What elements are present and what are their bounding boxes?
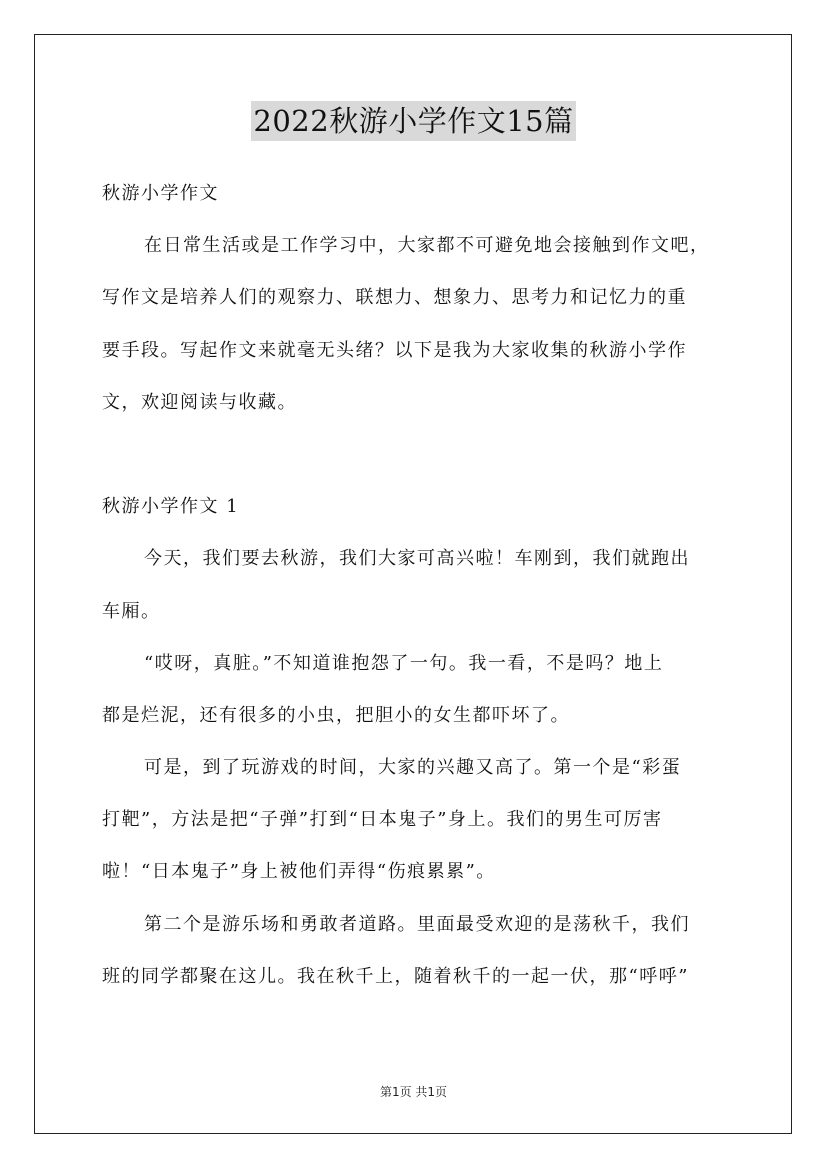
text-line: 今天，我们要去秋游，我们大家可高兴啦！车刚到，我们就跑出 bbox=[144, 548, 690, 570]
text-line: 车厢。 bbox=[102, 600, 161, 622]
text-line: 班的同学都聚在这儿。我在秋千上，随着秋千的一起一伏，那“呼呼” bbox=[102, 965, 689, 987]
text-line: 啦！“日本鬼子”身上被他们弄得“伤痕累累”。 bbox=[102, 861, 496, 883]
text-line: 写作文是培养人们的观察力、联想力、想象力、思考力和记忆力的重 bbox=[102, 287, 687, 309]
text-line: 秋游小学作文 1 bbox=[102, 496, 240, 518]
text-line: 要手段。写起作文来就毫无头绪？以下是我为大家收集的秋游小学作 bbox=[102, 339, 687, 361]
text-line: 第二个是游乐场和勇敢者道路。里面最受欢迎的是荡秋千，我们 bbox=[144, 913, 690, 935]
text-line: “哎呀，真脏。”不知道谁抱怨了一句。我一看，不是吗？地上 bbox=[144, 652, 664, 674]
text-line: 打靶”，方法是把“子弹”打到“日本鬼子”身上。我们的男生可厉害 bbox=[102, 809, 663, 831]
document-title: 2022秋游小学作文15篇 bbox=[251, 101, 575, 141]
text-line: 秋游小学作文 bbox=[102, 183, 219, 204]
page-footer: 第1页 共1页 bbox=[379, 1085, 448, 1099]
document-body bbox=[102, 172, 732, 1007]
title-container bbox=[0, 101, 827, 141]
text-line: 在日常生活或是工作学习中，大家都不可避免地会接触到作文吧， bbox=[144, 235, 710, 257]
text-line: 都是烂泥，还有很多的小虫，把胆小的女生都吓坏了。 bbox=[102, 704, 570, 726]
blank-line bbox=[102, 433, 732, 485]
text-line: 可是，到了玩游戏的时间，大家的兴趣又高了。第一个是“彩蛋 bbox=[144, 757, 682, 779]
text-line: 文，欢迎阅读与收藏。 bbox=[102, 391, 297, 413]
